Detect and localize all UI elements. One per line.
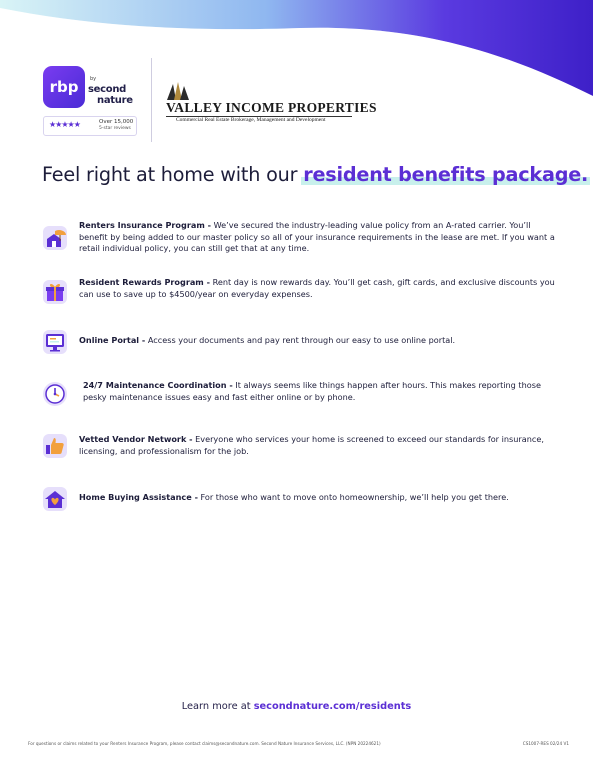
benefit-home-buying-assistance-text (79, 492, 561, 504)
benefit-description: It always seems like things happen after hours. This makes reporting those pesky maintenance issues easy and fast either online or by phone. (83, 380, 541, 402)
benefit-online-portal-text (79, 335, 561, 347)
umbrella-house-icon (42, 225, 68, 251)
benefit-description: Everyone who services your home is screened to exceed our standards for insurance, licensing, and professionalism for the job. (79, 434, 544, 456)
second-nature-line1: second (88, 84, 127, 95)
benefit-resident-rewards-text (79, 277, 561, 300)
partner-tagline: Commercial Real Estate Brokerage, Management and Development (176, 117, 326, 123)
learn-more-label: Learn more at (181, 701, 254, 712)
benefit-maintenance-coordination-text (83, 380, 561, 403)
rbp-logo (43, 66, 85, 108)
document-code: CS1007-RES 02/24 V1 (522, 741, 569, 746)
learn-more (0, 701, 593, 712)
second-nature-wordmark (88, 75, 133, 106)
fine-print: For questions or claims related to your Renters Insurance Program, please contact claims@secondnature.com. Second Nature Insurance Services, LLC. (NPN 20224621) (28, 741, 381, 746)
valley-income-properties-logo-icon (164, 80, 192, 102)
benefit-description: For those who want to move onto homeownership, we’ll help you get there. (197, 492, 509, 502)
monitor-icon (42, 329, 68, 355)
benefit-title: Online Portal - (79, 335, 146, 345)
rbp-logo-text: rbp (49, 78, 79, 96)
second-nature-line2: nature (97, 95, 133, 106)
benefit-renters-insurance-text (79, 220, 561, 255)
reviews-badge (43, 116, 137, 136)
benefit-description: Access your documents and pay rent through our easy to use online portal. (145, 335, 456, 345)
benefit-description: Rent day is now rewards day. You’ll get cash, gift cards, and exclusive discounts you can use to save up to $4500/year on everyday expenses. (79, 277, 555, 299)
headline-accent: resident benefits package. (303, 163, 589, 186)
by-label: by (90, 76, 97, 82)
thumbs-up-icon (42, 433, 68, 459)
benefit-title: 24/7 Maintenance Coordination - (83, 380, 233, 390)
star-rating-icon: ★★★★★ (49, 120, 80, 129)
gift-icon (42, 279, 68, 305)
reviews-label: 5-star reviews (99, 126, 131, 131)
benefit-title: Resident Rewards Program - (79, 277, 210, 287)
logo-divider (151, 58, 152, 142)
benefit-title: Home Buying Assistance - (79, 492, 198, 502)
reviews-count: Over 15,000 (99, 119, 134, 125)
residents-link[interactable]: secondnature.com/residents (253, 701, 412, 712)
benefit-description: We’ve secured the industry-leading value policy from an A-rated carrier. You’ll benefit by being added to our master policy so all of your insurance requirements in the lease are met. If you want a retail individual policy, you can still get that at any time. (79, 220, 555, 253)
benefit-title: Vetted Vendor Network - (79, 434, 193, 444)
partner-name: VALLEY INCOME PROPERTIES (166, 100, 377, 115)
clock-icon (42, 381, 68, 407)
page-headline (42, 163, 588, 186)
benefit-vetted-vendor-network-text (79, 434, 561, 457)
headline-lead: Feel right at home with our (42, 163, 304, 186)
benefit-title: Renters Insurance Program - (79, 220, 211, 230)
house-heart-icon (42, 486, 68, 512)
